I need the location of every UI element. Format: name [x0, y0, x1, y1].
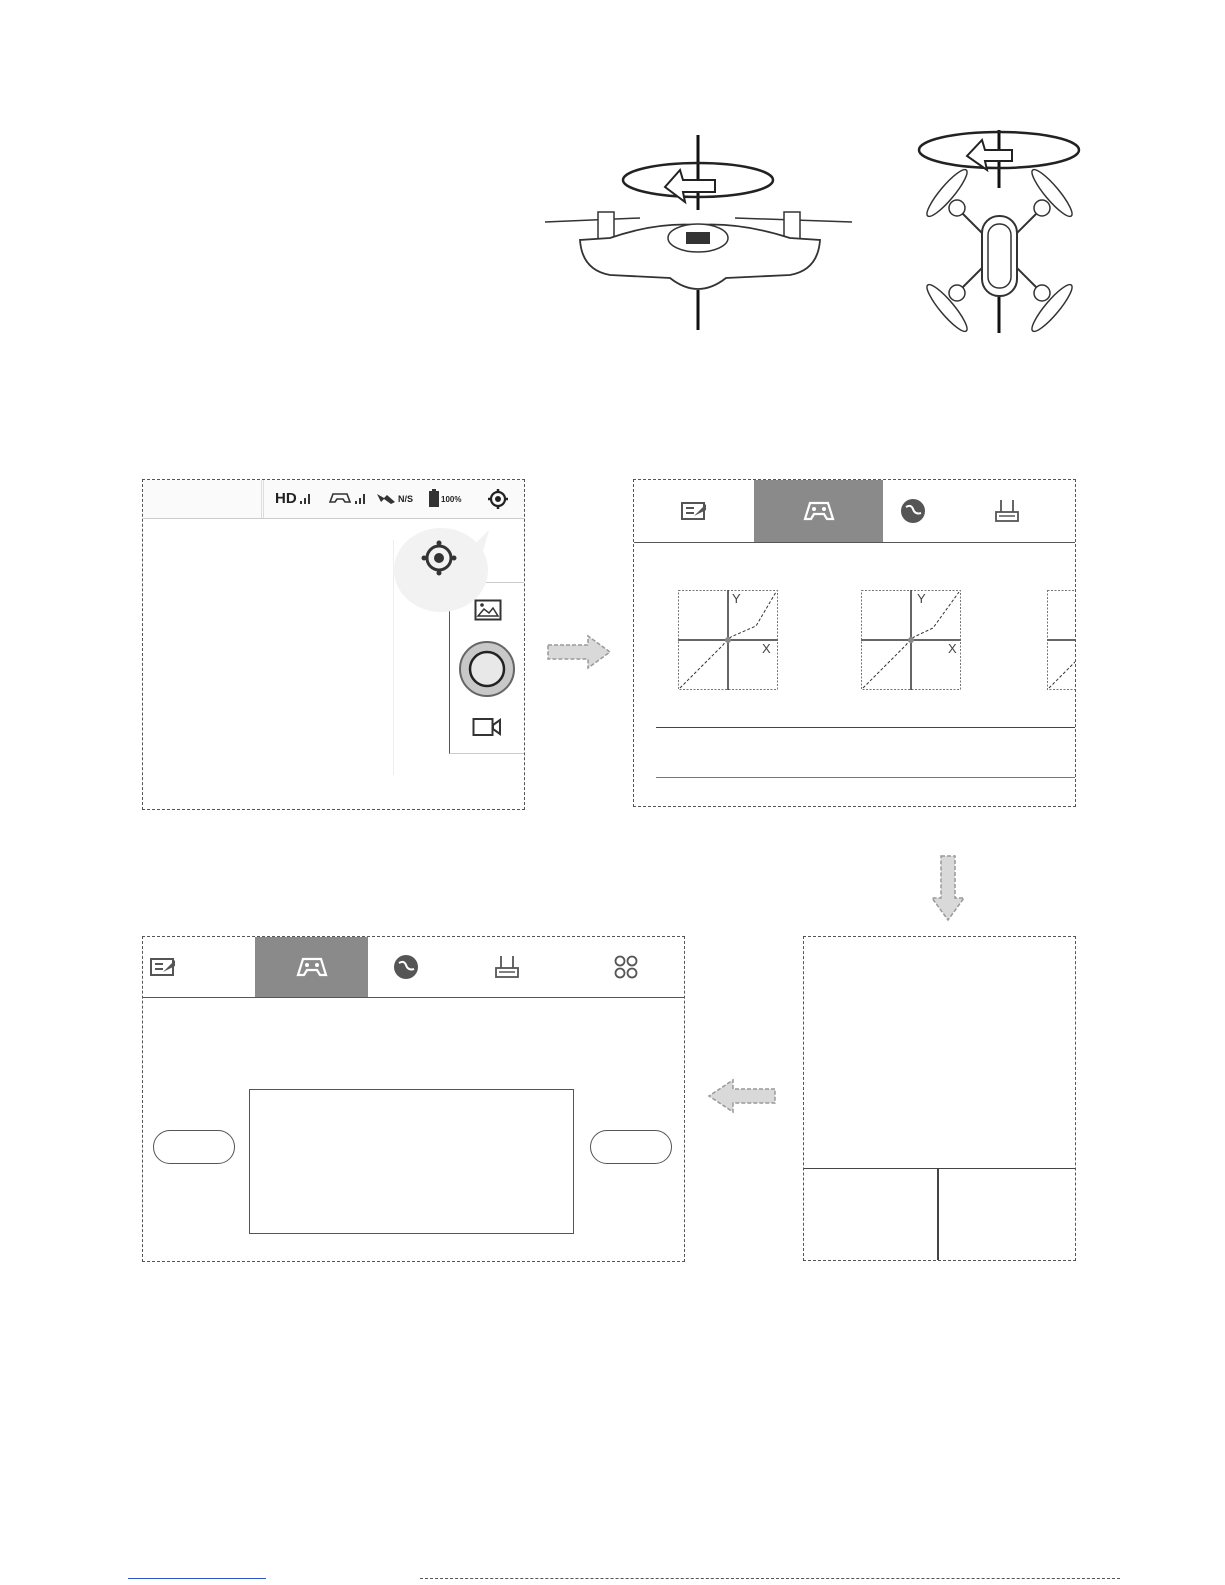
left-pill-button[interactable]	[153, 1130, 235, 1164]
tab-map-2[interactable]	[378, 937, 433, 997]
globe-icon	[899, 497, 927, 525]
curve2-y-label: Y	[917, 591, 926, 606]
tab-remote-2[interactable]	[479, 937, 534, 997]
curve2-x-label: X	[948, 641, 957, 656]
settings-magnifier	[391, 526, 489, 612]
gamepad-icon	[801, 499, 837, 523]
hd-signal-icon	[299, 491, 313, 505]
gear-icon[interactable]	[487, 488, 509, 510]
drone-side-illustration	[540, 130, 860, 335]
gamepad-icon	[294, 955, 330, 979]
remote-icon	[494, 954, 520, 980]
video-camera-icon[interactable]	[472, 717, 502, 737]
battery-icon	[429, 489, 439, 507]
tab-general[interactable]	[634, 480, 754, 542]
curve-chart-1	[678, 590, 778, 690]
globe-icon	[392, 953, 420, 981]
gps-status-label: N/S	[398, 494, 414, 504]
edit-icon	[149, 956, 177, 978]
tab-controller[interactable]	[754, 480, 883, 542]
battery-percent: 100%	[441, 495, 462, 504]
tab-general-2[interactable]	[143, 937, 183, 997]
shutter-button[interactable]	[458, 640, 516, 698]
controller-signal-icon	[327, 490, 369, 506]
left-button-area[interactable]	[804, 1169, 937, 1261]
status-bar	[143, 480, 525, 519]
remote-icon	[994, 498, 1020, 524]
controller-settings-panel	[633, 479, 1076, 807]
camera-screen-panel	[142, 479, 525, 810]
divider-1	[656, 727, 1076, 728]
curve1-x-label: X	[762, 641, 771, 656]
divider-2	[656, 777, 1076, 778]
right-pill-button[interactable]	[590, 1130, 672, 1164]
tab-controller-2[interactable]	[255, 937, 368, 997]
tab-map[interactable]	[883, 480, 943, 542]
edit-icon	[680, 500, 708, 522]
arrow-down	[929, 854, 967, 924]
confirmation-panel	[803, 936, 1076, 1261]
hd-label: HD	[275, 490, 297, 507]
content-frame	[249, 1089, 574, 1234]
title-area	[161, 480, 262, 518]
right-button-area[interactable]	[939, 1169, 1076, 1261]
curve-chart-3-partial	[1047, 590, 1076, 690]
arrow-left	[705, 1077, 777, 1115]
tab-remote[interactable]	[979, 480, 1034, 542]
curve-chart-2	[861, 590, 961, 690]
tab-drone-2[interactable]	[598, 937, 653, 997]
gear-icon-magnified	[421, 540, 457, 576]
curve1-y-label: Y	[732, 591, 741, 606]
drone-icon	[613, 954, 639, 980]
satellite-icon	[375, 490, 397, 506]
tab-bar	[634, 480, 1076, 543]
arrow-right	[546, 633, 614, 671]
calibration-panel	[142, 936, 685, 1262]
footer-line	[0, 1576, 1225, 1585]
tab-bar-2	[143, 937, 685, 998]
drone-top-illustration	[912, 128, 1087, 338]
